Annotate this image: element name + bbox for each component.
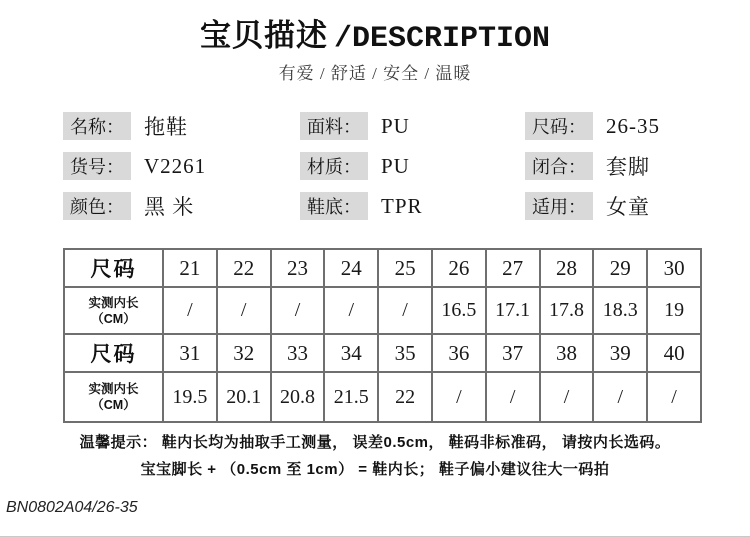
table-cell: 37 — [486, 334, 540, 372]
table-cell: 35 — [378, 334, 432, 372]
table-cell: 33 — [271, 334, 325, 372]
spec-label: 面料： — [300, 112, 368, 140]
row-header-line2: （CM） — [91, 311, 136, 326]
table-cell: / — [271, 287, 325, 334]
spec-value: TPR — [381, 193, 423, 218]
row-header-line2: （CM） — [91, 398, 136, 412]
size-chart-table — [63, 248, 702, 423]
table-row-header: 尺码 — [64, 249, 163, 287]
spec-value: 套脚 — [606, 155, 650, 179]
table-row — [64, 249, 701, 287]
table-cell: 29 — [593, 249, 647, 287]
page-title-en: /DESCRIPTION — [333, 22, 551, 56]
table-cell: / — [432, 372, 486, 422]
table-row-header: 尺码 — [64, 334, 163, 372]
row-header-line1: 实测内长 — [88, 382, 139, 396]
page-subtitle: 有爱 / 舒适 / 安全 / 温暖 — [278, 64, 472, 83]
spec-label: 适用： — [525, 192, 593, 220]
page-title — [0, 10, 750, 56]
spec-item — [300, 192, 525, 220]
table-row-header — [64, 287, 163, 334]
table-cell: / — [163, 287, 217, 334]
table-cell: 21.5 — [324, 372, 378, 422]
spec-grid — [63, 112, 700, 220]
table-cell: 28 — [540, 249, 594, 287]
table-cell: 22 — [378, 372, 432, 422]
spec-label: 货号： — [63, 152, 131, 180]
page-title-cn: 宝贝描述 — [199, 18, 328, 53]
spec-item — [525, 112, 700, 140]
spec-item — [525, 192, 700, 220]
table-row — [64, 287, 701, 334]
table-cell: 21 — [163, 249, 217, 287]
row-header-line1: 实测内长 — [88, 295, 139, 310]
table-row — [64, 372, 701, 422]
table-cell: 30 — [647, 249, 701, 287]
table-cell: 34 — [324, 334, 378, 372]
spec-value: 黑 米 — [144, 195, 195, 219]
spec-item — [63, 152, 300, 180]
table-cell: 20.1 — [217, 372, 271, 422]
table-cell: 39 — [593, 334, 647, 372]
table-cell: / — [647, 372, 701, 422]
table-cell: / — [593, 372, 647, 422]
spec-value: 拖鞋 — [144, 115, 188, 139]
spec-item — [525, 152, 700, 180]
spec-item — [63, 192, 300, 220]
table-cell: 19 — [647, 287, 701, 334]
table-cell: 22 — [217, 249, 271, 287]
spec-label: 名称： — [63, 112, 131, 140]
spec-label: 鞋底： — [300, 192, 368, 220]
note-line-1: 温馨提示： 鞋内长均为抽取手工测量， 误差0.5cm， 鞋码非标准码， 请按内长选码。 — [79, 434, 671, 451]
table-cell: 18.3 — [593, 287, 647, 334]
table-cell: 24 — [324, 249, 378, 287]
table-cell: 17.1 — [486, 287, 540, 334]
table-cell: 20.8 — [271, 372, 325, 422]
table-cell: 25 — [378, 249, 432, 287]
table-cell: / — [540, 372, 594, 422]
table-cell: 31 — [163, 334, 217, 372]
spec-label: 闭合： — [525, 152, 593, 180]
spec-label: 尺码： — [525, 112, 593, 140]
table-cell: 26 — [432, 249, 486, 287]
table-cell: 40 — [647, 334, 701, 372]
table-cell: / — [486, 372, 540, 422]
spec-label: 颜色： — [63, 192, 131, 220]
table-cell: 32 — [217, 334, 271, 372]
table-cell: / — [378, 287, 432, 334]
spec-item — [63, 112, 300, 140]
spec-item — [300, 112, 525, 140]
table-cell: / — [217, 287, 271, 334]
spec-value: PU — [381, 153, 410, 178]
product-code: BN0802A04/26-35 — [6, 499, 138, 516]
table-cell: 19.5 — [163, 372, 217, 422]
spec-value: 女童 — [606, 195, 650, 219]
table-row-header — [64, 372, 163, 422]
table-cell: 36 — [432, 334, 486, 372]
table-cell: 27 — [486, 249, 540, 287]
note-line-2: 宝宝脚长 + （0.5cm 至 1cm） = 鞋内长； 鞋子偏小建议往大一码拍 — [140, 461, 610, 478]
table-cell: 16.5 — [432, 287, 486, 334]
spec-value: PU — [381, 113, 410, 138]
spec-label: 材质： — [300, 152, 368, 180]
spec-value: V2261 — [144, 153, 207, 178]
table-cell: 23 — [271, 249, 325, 287]
table-cell: 17.8 — [540, 287, 594, 334]
spec-value: 26-35 — [606, 113, 660, 138]
table-cell: 38 — [540, 334, 594, 372]
table-row — [64, 334, 701, 372]
table-cell: / — [324, 287, 378, 334]
spec-item — [300, 152, 525, 180]
